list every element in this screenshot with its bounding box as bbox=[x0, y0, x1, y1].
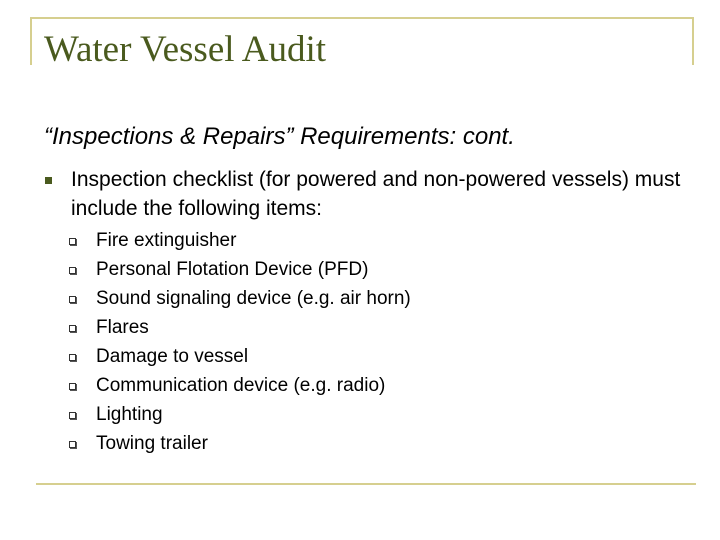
checkbox-bullet-icon bbox=[69, 354, 76, 361]
main-bullet bbox=[44, 165, 694, 223]
list-item bbox=[67, 371, 411, 400]
list-item-text: Lighting bbox=[96, 404, 163, 425]
checkbox-bullet-icon bbox=[69, 238, 76, 245]
list-item-text: Sound signaling device (e.g. air horn) bbox=[96, 288, 411, 309]
checkbox-bullet-icon bbox=[69, 325, 76, 332]
list-item bbox=[67, 400, 411, 429]
checkbox-bullet-icon bbox=[69, 383, 76, 390]
list-item-text: Communication device (e.g. radio) bbox=[96, 375, 386, 396]
checkbox-bullet-icon bbox=[69, 412, 76, 419]
list-item bbox=[67, 226, 411, 255]
list-item bbox=[67, 284, 411, 313]
list-item-text: Flares bbox=[96, 317, 149, 338]
list-item bbox=[67, 255, 411, 284]
list-item bbox=[67, 342, 411, 371]
list-item-text: Personal Flotation Device (PFD) bbox=[96, 259, 369, 280]
list-item-text: Towing trailer bbox=[96, 433, 208, 454]
left-decorative-line bbox=[30, 17, 32, 65]
list-item-text: Damage to vessel bbox=[96, 346, 249, 367]
checklist-items bbox=[67, 226, 411, 458]
checkbox-bullet-icon bbox=[69, 267, 76, 274]
list-item bbox=[67, 429, 411, 458]
square-bullet-icon bbox=[45, 177, 52, 184]
main-bullet-text: Inspection checklist (for powered and non-powered vessels) must include the following items: bbox=[71, 168, 681, 220]
list-item bbox=[67, 313, 411, 342]
right-decorative-line bbox=[692, 17, 694, 65]
list-item-text: Fire extinguisher bbox=[96, 230, 237, 251]
slide-title: Water Vessel Audit bbox=[44, 29, 327, 70]
top-decorative-line bbox=[30, 17, 694, 19]
checkbox-bullet-icon bbox=[69, 296, 76, 303]
section-subheading: “Inspections & Repairs” Requirements: cont. bbox=[44, 123, 515, 150]
checkbox-bullet-icon bbox=[69, 441, 76, 448]
bottom-decorative-line bbox=[36, 483, 696, 485]
